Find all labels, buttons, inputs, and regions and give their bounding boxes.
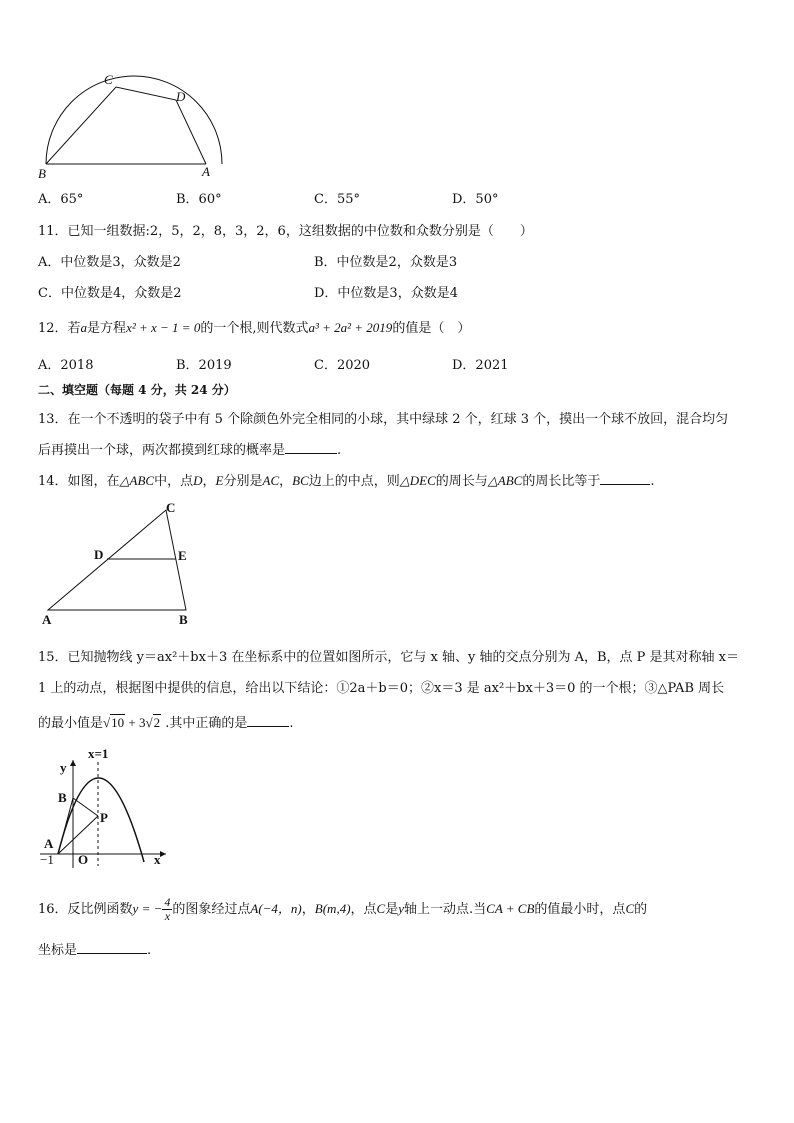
q15-line3 (38, 712, 294, 731)
label-y: y (60, 760, 67, 775)
q16-point-b: B(m,4) (314, 901, 351, 916)
q14-tri-dec: △DEC (399, 473, 436, 488)
q12-prefix: 12．若 (38, 321, 81, 336)
label-d: D (176, 89, 186, 104)
q12-option-a: A．2018 (38, 358, 94, 373)
q14-side-ac: AC (262, 473, 280, 488)
q13-line2-text: 后再摸出一个球，两次都摸到红球的概率是 (38, 443, 286, 458)
triangle-figure (36, 498, 206, 630)
q12-suffix: 的值是（ ） (392, 321, 471, 336)
q15-line3-pre: 的最小值是 (38, 716, 104, 731)
label-a: A (44, 836, 54, 851)
q14-comma1: ， (202, 474, 216, 489)
q12-question (38, 317, 470, 336)
q16-c2: C (625, 901, 635, 916)
q16-line1 (38, 894, 647, 924)
q10-option-a: A．65° (38, 192, 84, 207)
label-p: P (100, 810, 108, 825)
label-x: x (154, 852, 161, 867)
q16-sum: CA + CB (486, 901, 535, 916)
q16-p5: 轴上一动点.当 (404, 902, 487, 917)
q14-tri-abc: △ABC (119, 473, 155, 488)
sqrt-2: √2 (145, 715, 161, 730)
q13-end: . (337, 443, 342, 458)
q14-answer-blank[interactable] (600, 472, 650, 485)
q14-end: . (650, 474, 655, 489)
q16-yaxis: y (398, 901, 405, 916)
label-b: B (179, 612, 188, 627)
q12-expression: a³ + 2a² + 2019 (308, 320, 393, 335)
q16-p2: 的图象经过点 (172, 902, 251, 917)
q11-option-d: D．中位数是3，众数是4 (314, 286, 458, 301)
q14-question (38, 470, 655, 489)
q10-option-c: C．55° (314, 192, 360, 207)
q14-p3: 分别是 (223, 474, 263, 489)
q16-point-a: A(−4，n) (250, 901, 302, 916)
q13-answer-blank[interactable] (285, 441, 337, 454)
q16-p1: 16．反比例函数 (38, 902, 133, 917)
segment-ab (58, 798, 73, 854)
q14-p4: 边上的中点，则 (308, 474, 400, 489)
q14-p2: 中，点 (154, 474, 194, 489)
q14-p6: 的周长比等于 (522, 474, 601, 489)
q15-line3-post: .其中正确的是 (161, 716, 248, 731)
q11-option-b: B．中位数是2，众数是3 (314, 255, 458, 270)
label-c: C (104, 72, 113, 87)
q15-answer-blank[interactable] (247, 714, 289, 727)
q13-line1: 13．在一个不透明的袋子中有 5 个除颜色外完全相同的小球，其中绿球 2 个，红球 3 个，摸出一个球不放回，混合均匀 (38, 412, 729, 427)
label-a: A (42, 612, 52, 627)
q16-p6: 的值最小时，点 (534, 902, 626, 917)
triangle-abc (48, 510, 186, 610)
label-a: A (202, 164, 210, 179)
section-title: 二、填空题（每题 4 分，共 24 分） (38, 383, 236, 397)
q14-side-bc: BC (292, 473, 309, 488)
q11-option-c: C．中位数是4，众数是2 (38, 286, 182, 301)
semicircle-arc (46, 76, 222, 164)
label-c: C (166, 500, 176, 515)
q16-y: y (132, 901, 139, 916)
q14-tri-abc-2: △ABC (487, 473, 523, 488)
q16-p3: ，点 (350, 902, 377, 917)
q12-mid2: 的一个根,则代数式 (200, 321, 309, 336)
label-x1: x=1 (88, 746, 109, 761)
q14-point-d: D (193, 473, 203, 488)
q12-option-d: D．2021 (452, 358, 509, 373)
label-b: B (58, 790, 67, 805)
q15-end: . (289, 716, 294, 731)
label-minus1: −1 (40, 852, 54, 867)
sqrt-10: √10 (103, 715, 125, 730)
q14-p1: 14．如图，在 (38, 474, 120, 489)
q11-option-a: A．中位数是3，众数是2 (38, 255, 181, 270)
x-axis-arrow (160, 851, 166, 857)
q13-line2 (38, 439, 341, 458)
q12-equation: x² + x − 1 = 0 (126, 320, 201, 335)
q16-line2 (38, 939, 151, 958)
q16-sep: ， (301, 902, 315, 917)
q12-option-b: B．2019 (176, 358, 232, 373)
plus-3: + 3 (125, 715, 146, 730)
q12-var-a: a (80, 320, 88, 335)
label-o: O (78, 852, 89, 867)
q16-c: C (376, 901, 386, 916)
q16-fraction: $\frac{4}{x}$ (164, 895, 171, 923)
q16-line2-text: 坐标是 (38, 943, 78, 958)
q14-point-e: E (215, 473, 224, 488)
q16-p7: 的 (634, 902, 648, 917)
q15-line1: 15．已知抛物线 y＝ax²＋bx＋3 在坐标系中的位置如图所示，它与 x 轴、y 轴的交点分别为 A，B，点 P 是其对称轴 x＝ (38, 650, 739, 665)
q16-end: . (147, 943, 152, 958)
q14-p5: 的周长与 (435, 474, 488, 489)
q16-eq: = − (138, 901, 163, 916)
q12-mid1: 是方程 (87, 321, 127, 336)
q16-p4: 是 (385, 902, 399, 917)
y-axis-arrow (70, 760, 76, 766)
label-e: E (178, 548, 187, 563)
q10-option-b: B．60° (176, 192, 222, 207)
q14-comma2: ， (279, 474, 293, 489)
segment-bp (73, 798, 98, 816)
semicircle-figure (30, 68, 230, 186)
q16-answer-blank[interactable] (77, 941, 147, 954)
parabola-figure (36, 744, 176, 874)
q10-option-d: D．50° (452, 192, 499, 207)
q11-question: 11．已知一组数据:2，5，2，8，3，2，6，这组数据的中位数和众数分别是（ ） (38, 224, 533, 239)
label-b: B (38, 166, 46, 181)
label-d: D (94, 547, 104, 562)
q12-option-c: C．2020 (314, 358, 371, 373)
q15-line2: 1 上的动点，根据图中提供的信息，给出以下结论：①2a＋b＝0；②x＝3 是 ax²＋bx＋3＝0 的一个根；③△PAB 周长 (38, 681, 725, 696)
